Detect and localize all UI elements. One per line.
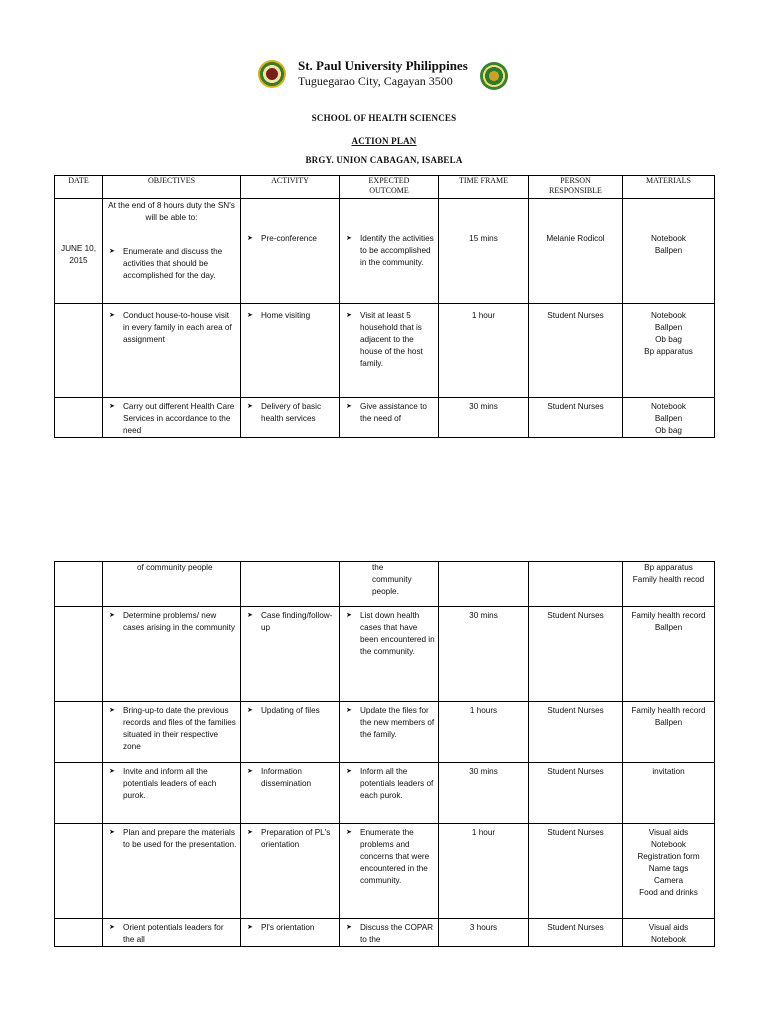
- material-item: Notebook: [650, 840, 687, 849]
- material-item: invitation: [652, 767, 685, 776]
- outcome-cell: [340, 398, 439, 438]
- materials-cell: [623, 398, 715, 438]
- objective-cell: [103, 304, 241, 398]
- objective-cell: [103, 763, 241, 824]
- person-cell: Student Nurses: [529, 919, 623, 947]
- material-item: Ballpen: [654, 323, 683, 332]
- material-item: Notebook: [650, 234, 687, 243]
- material-item: Food and drinks: [639, 888, 698, 897]
- time-cell: 30 mins: [439, 763, 529, 824]
- material-item: Notebook: [650, 935, 687, 944]
- activity-cell: [241, 824, 340, 919]
- objective-text: ➤ Bring-up-to date the previous records and files of the families situated in their respective zone: [103, 705, 240, 753]
- col-header-materials: MATERIALS: [623, 176, 715, 199]
- activity-cell: [241, 702, 340, 763]
- time-cell: 30 mins: [439, 607, 529, 702]
- date-cell-empty: [55, 702, 103, 763]
- material-item: Ballpen: [654, 623, 683, 632]
- objective-cell: [103, 702, 241, 763]
- outcome-text: ➤ Discuss the COPAR to the: [340, 922, 438, 946]
- person-cell: Student Nurses: [529, 304, 623, 398]
- outcome-text: ➤ Enumerate the problems and concerns that were encountered in the community.: [340, 827, 438, 887]
- outcome-text: ➤ Update the files for the new members of the family.: [340, 705, 438, 741]
- person-cell: Student Nurses: [529, 702, 623, 763]
- material-item: Family health record: [631, 706, 706, 715]
- outcome-text: ➤ List down health cases that have been encountered in the community.: [340, 610, 438, 658]
- col-header-objectives: OBJECTIVES: [103, 176, 241, 199]
- material-item: Ballpen: [654, 246, 683, 255]
- activity-text: ➤ Pre-conference: [241, 233, 339, 245]
- material-item: Camera: [653, 876, 684, 885]
- material-item: Ob bag: [655, 426, 682, 435]
- objective-text: ➤ Carry out different Health Care Services in accordance to the need: [103, 401, 240, 437]
- university-seal-right: [480, 62, 508, 90]
- person-cell: Student Nurses: [529, 607, 623, 702]
- table-row: [55, 199, 715, 304]
- outcome-cell: [340, 562, 439, 607]
- materials-cell: [623, 919, 715, 947]
- objective-cell: [103, 199, 241, 304]
- activity-cell: [241, 919, 340, 947]
- table-row: [55, 763, 715, 824]
- date-cell-empty: [55, 607, 103, 702]
- objective-text: ➤ Enumerate and discuss the activities that should be accomplished for the day.: [103, 246, 240, 282]
- objective-text: ➤ Invite and inform all the potentials leaders of each purok.: [103, 766, 240, 802]
- materials-cell: [623, 702, 715, 763]
- material-item: Visual aids: [648, 923, 689, 932]
- col-header-person-responsible: PERSON RESPONSIBLE: [529, 176, 623, 199]
- outcome-cell: [340, 824, 439, 919]
- activity-text: ➤ Updating of files: [241, 705, 339, 717]
- time-cell: 15 mins: [439, 199, 529, 304]
- activity-cell: [241, 199, 340, 304]
- time-cell: 30 mins: [439, 398, 529, 438]
- activity-cell: [241, 562, 340, 607]
- person-cell: [529, 562, 623, 607]
- date-cell-empty: [55, 824, 103, 919]
- material-item: Name tags: [648, 864, 689, 873]
- person-cell: Student Nurses: [529, 824, 623, 919]
- date-cell-empty: [55, 304, 103, 398]
- objective-cell: [103, 607, 241, 702]
- material-item: Notebook: [650, 311, 687, 320]
- table-row: [55, 607, 715, 702]
- material-item: Ob bag: [655, 335, 682, 344]
- outcome-text: ➤ Give assistance to the need of: [340, 401, 438, 425]
- objective-cell: [103, 824, 241, 919]
- table-row: [55, 702, 715, 763]
- location-heading: BRGY. UNION CABAGAN, ISABELA: [305, 155, 463, 165]
- table-row: [55, 304, 715, 398]
- objective-text: ➤ Orient potentials leaders for the all: [103, 922, 240, 946]
- materials-cell: [623, 824, 715, 919]
- table-row: [55, 919, 715, 947]
- date-cell-empty: [55, 398, 103, 438]
- university-seal-left: [258, 60, 286, 88]
- activity-cell: [241, 607, 340, 702]
- activity-text: ➤ Pl's orientation: [241, 922, 339, 934]
- materials-cell: [623, 304, 715, 398]
- time-cell: 3 hours: [439, 919, 529, 947]
- outcome-cell: [340, 763, 439, 824]
- action-plan-table-page1: [54, 175, 715, 438]
- activity-cell: [241, 304, 340, 398]
- time-cell: [439, 562, 529, 607]
- outcome-cell: [340, 607, 439, 702]
- material-item: Ballpen: [654, 718, 683, 727]
- table-row: [55, 398, 715, 438]
- material-item: Bp apparatus: [644, 347, 693, 356]
- table-row: [55, 562, 715, 607]
- activity-text: ➤ Delivery of basic health services: [241, 401, 339, 425]
- school-name: SCHOOL OF HEALTH SCIENCES: [311, 113, 457, 123]
- table-header-row: [55, 176, 715, 199]
- outcome-cell: [340, 304, 439, 398]
- material-item: Notebook: [650, 402, 687, 411]
- person-cell: Melanie Rodicol: [529, 199, 623, 304]
- col-header-time-frame: TIME FRAME: [439, 176, 529, 199]
- outcome-cell: [340, 919, 439, 947]
- activity-text: ➤ Home visiting: [241, 310, 339, 322]
- university-address: Tuguegarao City, Cagayan 3500: [298, 74, 453, 88]
- date-cell-empty: [55, 562, 103, 607]
- outcome-cell: [340, 702, 439, 763]
- time-cell: 1 hours: [439, 702, 529, 763]
- person-cell: Student Nurses: [529, 763, 623, 824]
- materials-cell: [623, 763, 715, 824]
- material-item: Registration form: [637, 852, 700, 861]
- date-cell-empty: [55, 919, 103, 947]
- objective-text: ➤ Plan and prepare the materials to be used for the presentation.: [103, 827, 240, 851]
- action-plan-table-page2: [54, 561, 715, 947]
- outcome-text: the community people.: [372, 563, 412, 596]
- activity-cell: [241, 398, 340, 438]
- col-header-date: DATE: [55, 176, 103, 199]
- table-row: [55, 824, 715, 919]
- material-item: Family health record: [631, 611, 706, 620]
- objective-text: ➤ Conduct house-to-house visit in every family in each area of assignment: [103, 310, 240, 346]
- person-cell: Student Nurses: [529, 398, 623, 438]
- objective-text: ➤ Determine problems/ new cases arising in the community: [103, 610, 240, 634]
- objective-cell: [103, 398, 241, 438]
- date-cell: JUNE 10, 2015: [55, 199, 103, 304]
- activity-text: ➤ Information dissemination: [241, 766, 339, 790]
- material-item: Visual aids: [648, 828, 689, 837]
- col-header-activity: ACTIVITY: [241, 176, 340, 199]
- intro-text: At the end of 8 hours duty the SN's will be able to:: [108, 201, 235, 222]
- material-item: Ballpen: [654, 414, 683, 423]
- activity-text: ➤ Case finding/follow-up: [241, 610, 339, 634]
- outcome-cell: [340, 199, 439, 304]
- materials-cell: [623, 607, 715, 702]
- objective-cell: of community people: [103, 562, 241, 607]
- time-cell: 1 hour: [439, 824, 529, 919]
- material-item: Bp apparatus: [644, 563, 693, 572]
- materials-cell: [623, 199, 715, 304]
- time-cell: 1 hour: [439, 304, 529, 398]
- material-item: Family health recod: [632, 575, 705, 584]
- col-header-expected-outcome: EXPECTED OUTCOME: [340, 176, 439, 199]
- outcome-text: ➤ Visit at least 5 household that is adjacent to the house of the host family.: [340, 310, 438, 370]
- objective-cell: [103, 919, 241, 947]
- outcome-text: ➤ Identify the activities to be accomplished in the community.: [340, 233, 438, 269]
- outcome-text: ➤ Inform all the potentials leaders of each purok.: [340, 766, 438, 802]
- activity-text: ➤ Preparation of PL's orientation: [241, 827, 339, 851]
- university-name: St. Paul University Philippines: [298, 58, 468, 73]
- materials-cell: [623, 562, 715, 607]
- document-title: ACTION PLAN: [351, 136, 417, 146]
- date-cell-empty: [55, 763, 103, 824]
- activity-cell: [241, 763, 340, 824]
